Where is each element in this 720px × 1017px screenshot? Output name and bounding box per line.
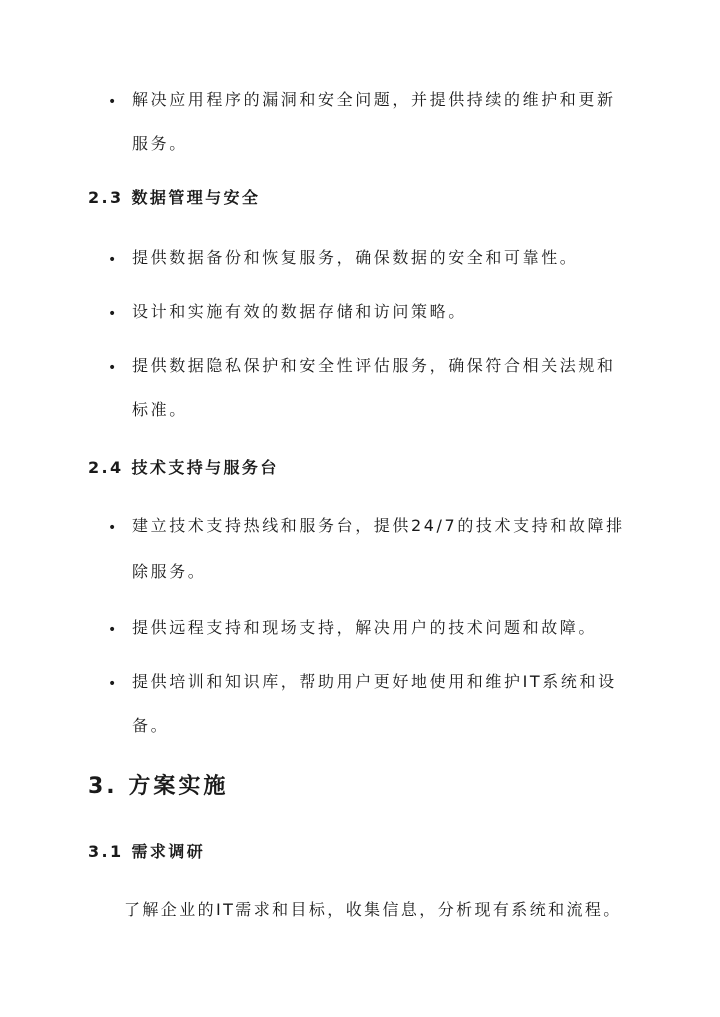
bullet-text-4-line-1: 提供数据隐私保护和安全性评估服务，确保符合相关法规和 — [132, 356, 616, 375]
bullet-dot: • — [108, 520, 117, 536]
bullet-text-5-line-1: 建立技术支持热线和服务台，提供24/7的技术支持和故障排 — [132, 516, 625, 535]
bullet-text-1-line-2: 服务。 — [132, 134, 188, 153]
bullet-text-7-line-1: 提供培训和知识库，帮助用户更好地使用和维护IT系统和设 — [132, 672, 617, 691]
bullet-text-5-line-2: 除服务。 — [132, 562, 207, 581]
section-heading-3-1: 3.1 需求调研 — [88, 842, 206, 861]
bullet-text-7-line-2: 备。 — [132, 716, 170, 735]
bullet-text-4-line-2: 标准。 — [132, 400, 188, 419]
bullet-dot: • — [108, 94, 117, 110]
bullet-dot: • — [108, 622, 117, 638]
paragraph-3-1: 了解企业的IT需求和目标，收集信息，分析现有系统和流程。 — [124, 900, 622, 919]
bullet-dot: • — [108, 360, 117, 376]
bullet-text-2: 提供数据备份和恢复服务，确保数据的安全和可靠性。 — [132, 248, 579, 267]
bullet-dot: • — [108, 252, 117, 268]
bullet-text-1-line-1: 解决应用程序的漏洞和安全问题，并提供持续的维护和更新 — [132, 90, 616, 109]
bullet-dot: • — [108, 676, 117, 692]
bullet-dot: • — [108, 306, 117, 322]
section-heading-2-4: 2.4 技术支持与服务台 — [88, 458, 279, 477]
bullet-text-3: 设计和实施有效的数据存储和访问策略。 — [132, 302, 467, 321]
chapter-heading-3: 3. 方案实施 — [88, 774, 229, 799]
bullet-text-6: 提供远程支持和现场支持，解决用户的技术问题和故障。 — [132, 618, 598, 637]
section-heading-2-3: 2.3 数据管理与安全 — [88, 188, 261, 207]
